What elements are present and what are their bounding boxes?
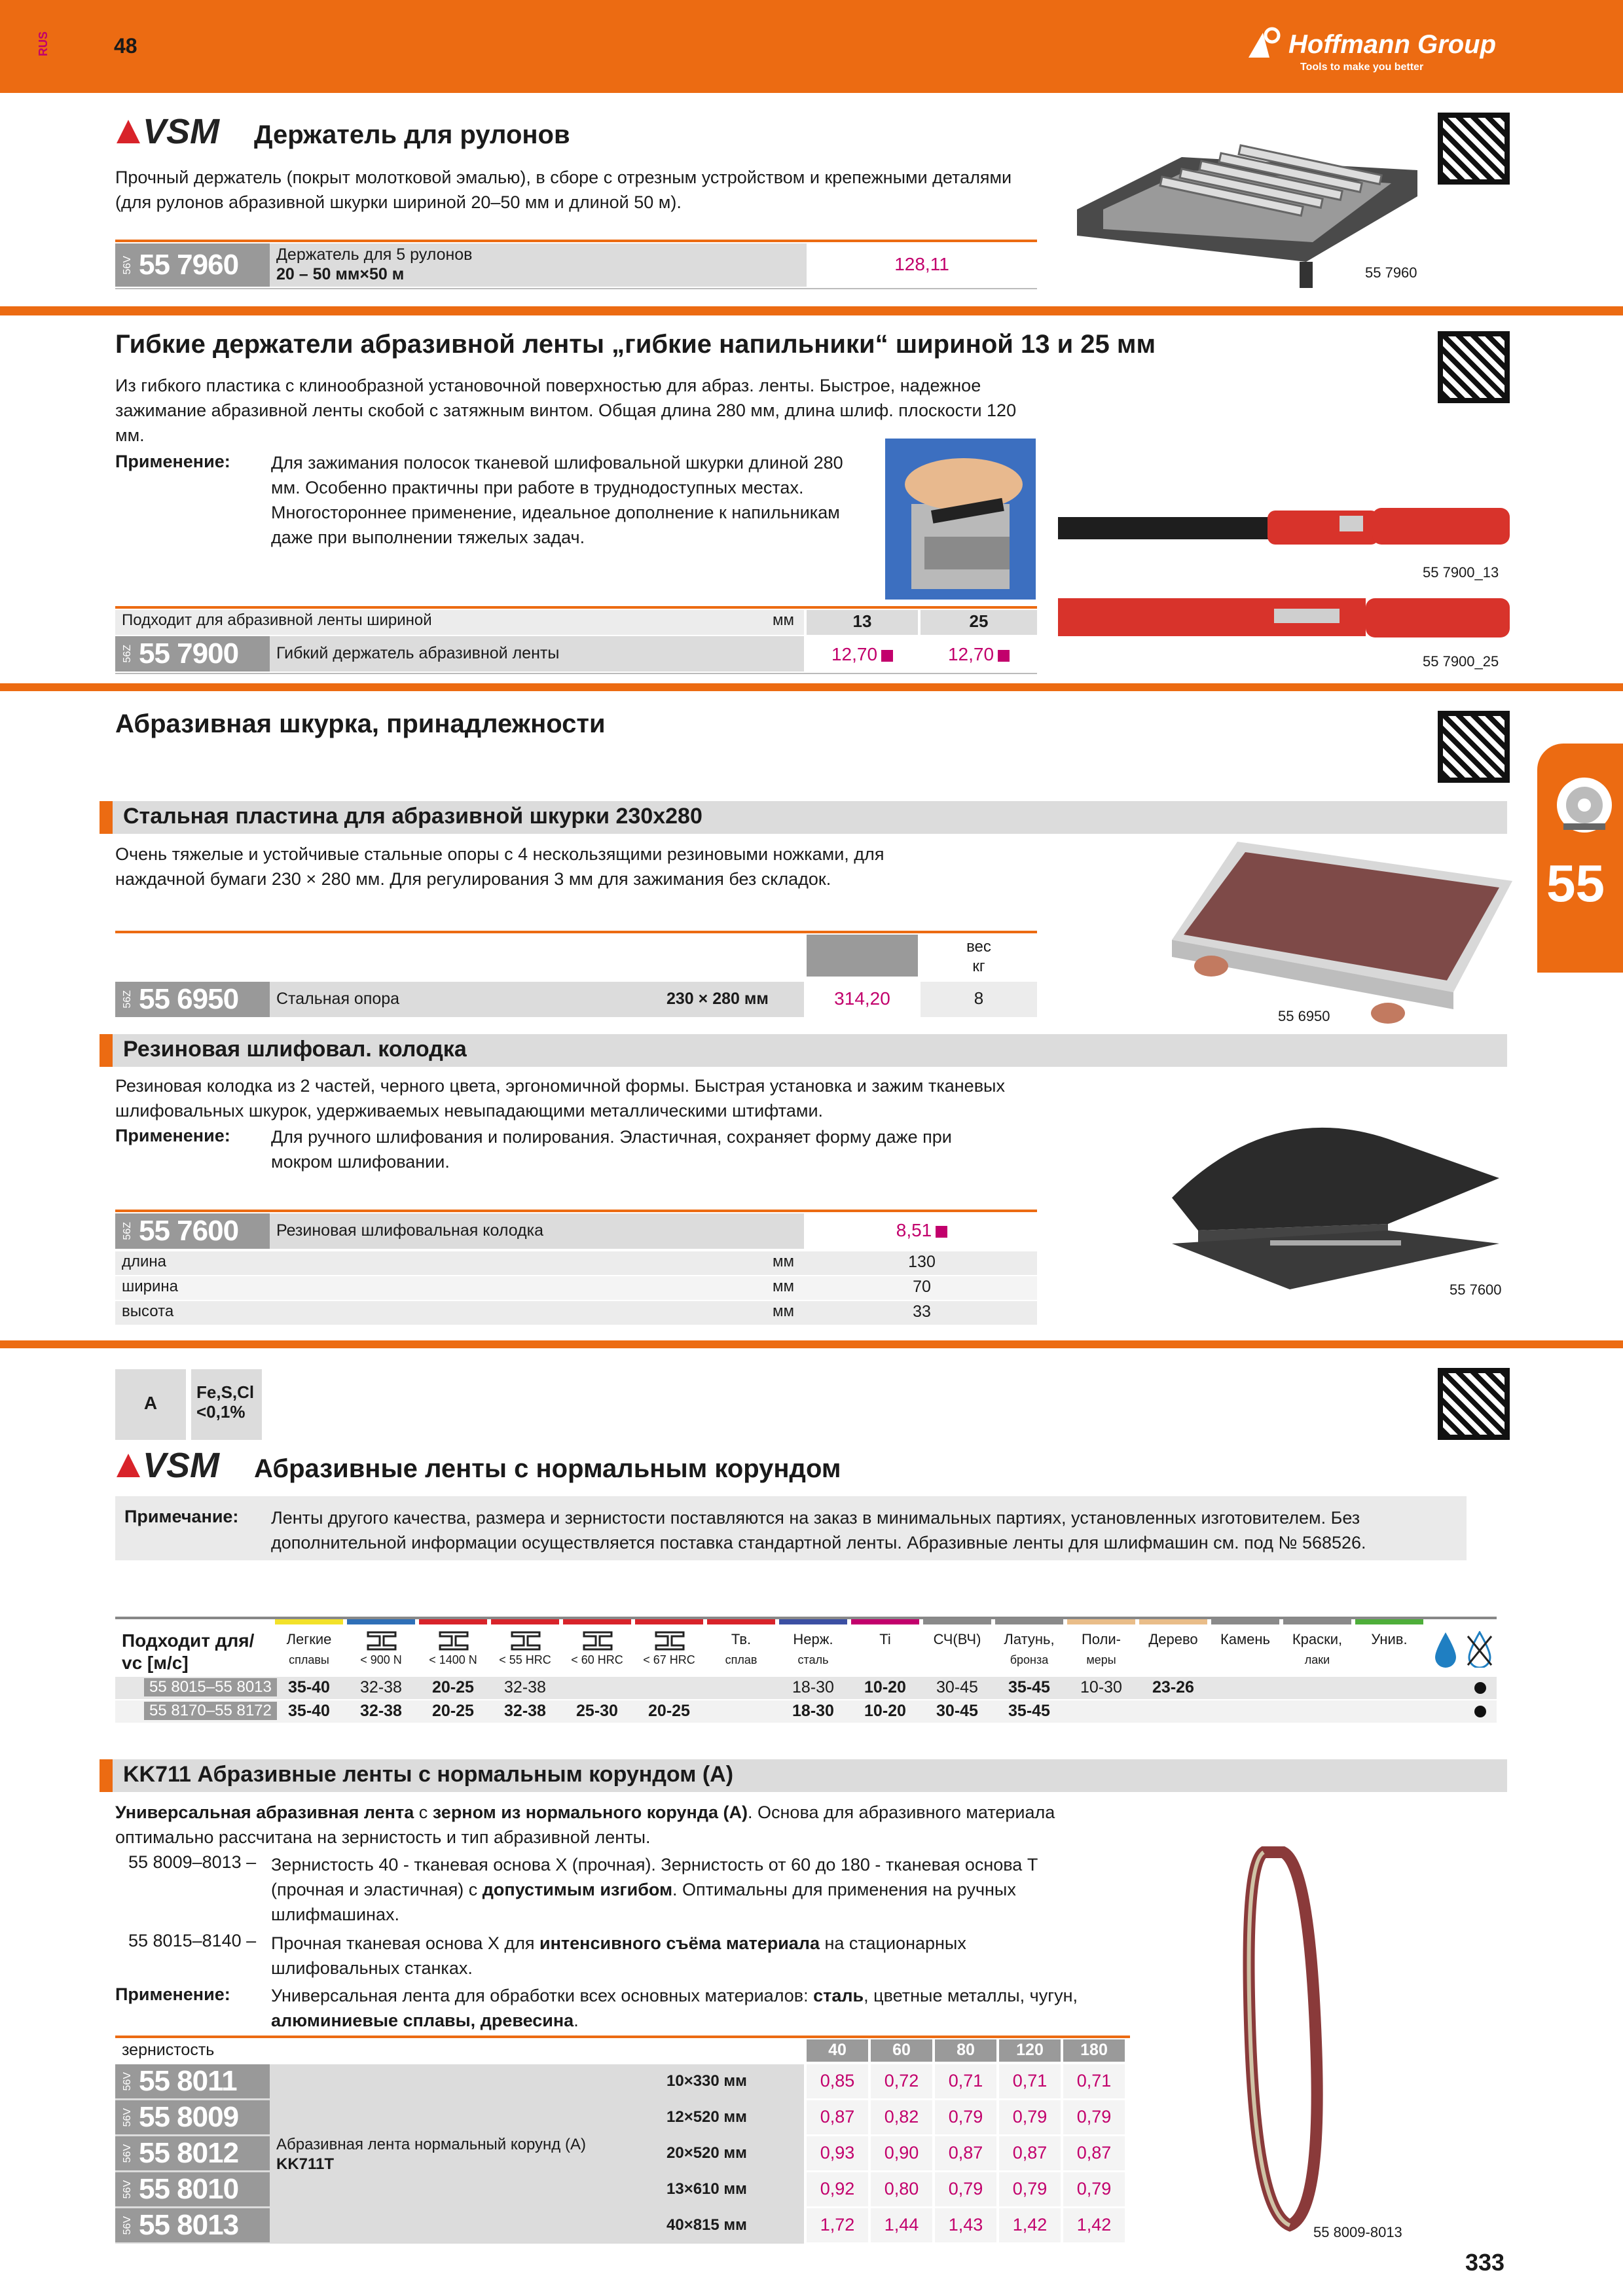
app-b: сталь xyxy=(813,1986,864,2005)
range-2-text xyxy=(271,1931,1076,1981)
range-1-text xyxy=(271,1852,1076,1927)
article-number[interactable]: 55 8012 xyxy=(139,2137,239,2169)
price: 0,93 xyxy=(820,2143,855,2162)
material-sub: сплавы xyxy=(289,1653,329,1666)
brand-tagline: Tools to make you better xyxy=(1300,62,1424,73)
wet-not-use-icon xyxy=(1465,1631,1494,1668)
grit-value: 80 xyxy=(957,2041,975,2059)
grit-label: зернистость xyxy=(122,2041,215,2059)
subsection-marker xyxy=(100,1759,113,1792)
article-number[interactable]: 55 7600 xyxy=(139,1215,239,1247)
range-1-c: . Оптимальны для применения на ручных шлифмашинах. xyxy=(271,1880,1016,1924)
dimension-unit: мм xyxy=(773,1278,794,1295)
image-caption: 55 7960 xyxy=(1365,264,1417,281)
price-13 xyxy=(807,644,918,665)
item-line-2: 20 – 50 мм×50 м xyxy=(276,265,405,283)
article-prefix: 56Z xyxy=(122,1222,133,1240)
weight-unit: кг xyxy=(972,958,985,975)
vsm-triangle-icon xyxy=(115,1452,141,1479)
qr-code-icon[interactable] xyxy=(1438,113,1510,185)
article-number[interactable]: 55 6950 xyxy=(139,983,239,1015)
article-prefix: 56V xyxy=(122,2072,133,2091)
steel-beam-icon xyxy=(367,1631,397,1651)
material-sub: бронза xyxy=(1010,1653,1049,1666)
speed-value: 30-45 xyxy=(936,1702,978,1720)
material-sub: меры xyxy=(1086,1653,1116,1666)
grit-value: 60 xyxy=(892,2041,911,2059)
image-caption: 55 6950 xyxy=(1278,1008,1330,1024)
weight-head xyxy=(921,937,1037,977)
range-2-label: 55 8015–8140 – xyxy=(128,1931,257,1950)
item-line-2: KK711T xyxy=(276,2155,335,2173)
table-top-line xyxy=(115,240,1037,242)
material-sub: < 67 HRC xyxy=(643,1653,695,1666)
chapter-tab-number: 55 xyxy=(1546,854,1605,912)
flexible-holder-13-image xyxy=(1058,504,1510,556)
price: 1,44 xyxy=(884,2215,919,2234)
material-table-head-1: Подходит для/ xyxy=(122,1630,255,1651)
image-caption: 55 7600 xyxy=(1450,1282,1502,1298)
net-price-icon xyxy=(936,1226,947,1238)
qr-code-icon[interactable] xyxy=(1438,331,1510,403)
flexible-holder-25-image xyxy=(1058,594,1510,647)
lang-code: RUS xyxy=(37,31,50,57)
section-description: Из гибкого пластика с клинообразной установочной поверхностью для абраз. ленты. Быстрое, надежное зажимание абразивной ленты скобой с затяжным винтом. Общая длина 280 мм, длина шлиф. плоскости 120 мм. xyxy=(115,376,1017,445)
wet-use-dot-icon xyxy=(1474,1706,1486,1717)
belt-size: 12×520 мм xyxy=(666,2108,747,2126)
material-name: Латунь, xyxy=(1004,1631,1055,1647)
material-sub: лаки xyxy=(1304,1653,1330,1666)
price-head-cell xyxy=(807,935,918,977)
price: 0,92 xyxy=(820,2179,855,2198)
section-title: Абразивные ленты с нормальным корундом xyxy=(254,1454,841,1483)
price: 0,80 xyxy=(884,2179,919,2198)
price: 0,71 xyxy=(1012,2071,1048,2090)
dimension-unit: мм xyxy=(773,1302,794,1320)
brand-name: Hoffmann Group xyxy=(1288,30,1497,59)
speed-value: 18-30 xyxy=(792,1702,834,1720)
speed-value: 35-40 xyxy=(288,1678,330,1696)
material-sub: < 1400 N xyxy=(429,1653,477,1666)
item-name: Резиновая шлифовальная колодка xyxy=(276,1221,544,1240)
material-sub: сталь xyxy=(797,1653,829,1666)
steel-beam-icon xyxy=(655,1631,685,1651)
dimension-label: высота xyxy=(122,1302,174,1320)
article-prefix: 56V xyxy=(122,2108,133,2127)
qr-code-icon[interactable] xyxy=(1438,1368,1510,1440)
net-price-icon xyxy=(998,650,1010,662)
steel-beam-icon xyxy=(511,1631,541,1651)
app-a: Универсальная лента для обработки всех основных материалов: xyxy=(271,1986,814,2005)
material-color-bar xyxy=(851,1619,919,1624)
intro-rest: . Основа для абразивного материала оптимально рассчитана на зернистость и тип абразивной ленты. xyxy=(115,1803,1055,1847)
note-text: Ленты другого качества, размера и зернистости поставляются на заказ в минимальных партиях, установленных изготовителем. Без дополнительной информации осуществляется поставка стандартной ленты. Абразивные ленты для шлифмашин см. под № 568526. xyxy=(271,1508,1366,1552)
article-prefix: 56V xyxy=(122,255,133,275)
speed-value: 32-38 xyxy=(360,1702,402,1720)
material-color-bar xyxy=(707,1619,775,1624)
table-top-line xyxy=(115,931,1037,933)
price: 0,79 xyxy=(948,2107,983,2126)
price: 0,79 xyxy=(1076,2107,1112,2126)
material-color-bar xyxy=(1211,1619,1279,1624)
speed-value: 30-45 xyxy=(936,1678,978,1696)
article-prefix: 56V xyxy=(122,2144,133,2163)
speed-value: 32-38 xyxy=(360,1678,402,1696)
speed-value: 23-26 xyxy=(1152,1678,1194,1696)
app-e: . xyxy=(574,2011,579,2030)
material-color-bar xyxy=(491,1619,559,1624)
section-title: Гибкие держатели абразивной ленты „гибкие напильники“ шириной 13 и 25 мм xyxy=(115,330,1156,359)
article-number[interactable]: 55 7900 xyxy=(139,637,239,670)
range-1-a: Зернистость 40 - тканевая основа X (прочная). Зернистость от 60 до 180 - тканевая основа T (прочная и эластичная) с xyxy=(271,1855,1038,1899)
speed-value: 10-30 xyxy=(1080,1678,1122,1696)
wet-use-dot-icon xyxy=(1474,1682,1486,1694)
price xyxy=(807,1220,1037,1241)
width-25: 25 xyxy=(969,611,989,631)
table-top-line xyxy=(115,1210,1037,1212)
article-number[interactable]: 55 7960 xyxy=(139,249,239,281)
vsm-logo xyxy=(115,112,220,151)
table-bottom-line xyxy=(115,288,1037,289)
material-sub: < 900 N xyxy=(360,1653,402,1666)
price: 128,11 xyxy=(894,254,949,274)
page-number: 333 xyxy=(1465,2249,1505,2276)
steel-beam-icon xyxy=(439,1631,469,1651)
vsm-logo-text: VSM xyxy=(143,112,220,151)
weight-label: вес xyxy=(966,938,991,956)
price: 0,72 xyxy=(884,2071,919,2090)
subsection-title: KK711 Абразивные ленты с нормальным корундом (A) xyxy=(123,1762,734,1787)
item-name xyxy=(276,245,472,284)
item-name xyxy=(276,2135,586,2174)
price: 0,82 xyxy=(884,2107,919,2126)
image-caption-25: 55 7900_25 xyxy=(1423,653,1499,670)
range-2-a: Прочная тканевая основа X для xyxy=(271,1933,539,1953)
material-color-bar xyxy=(1355,1619,1423,1624)
grit-value: 120 xyxy=(1016,2041,1044,2059)
item-size: 230 × 280 мм xyxy=(666,990,769,1008)
size-row-label: Подходит для абразивной ленты шириной xyxy=(122,611,432,629)
chemistry-line-1: Fe,S,Cl xyxy=(196,1382,255,1402)
steel-plate-image xyxy=(1172,842,1512,1031)
table-top-line xyxy=(115,606,1037,609)
subsection-title: Стальная пластина для абразивной шкурки 230x280 xyxy=(123,804,702,829)
belt-size: 10×330 мм xyxy=(666,2072,747,2090)
material-table-header xyxy=(122,1630,254,1674)
item-name: Гибкий держатель абразивной ленты xyxy=(276,644,560,662)
speed-value: 20-25 xyxy=(432,1702,474,1720)
dimension-label: длина xyxy=(122,1253,167,1270)
hand-usage-image xyxy=(885,439,1036,600)
article-box xyxy=(115,2136,270,2170)
table-top-rule xyxy=(115,2036,1130,2038)
article-prefix: 56Z xyxy=(122,990,133,1009)
vsm-logo xyxy=(115,1446,220,1485)
price: 0,87 xyxy=(820,2107,855,2126)
speed-value: 20-25 xyxy=(648,1702,690,1720)
section-title: Держатель для рулонов xyxy=(254,120,570,149)
dry-use-icon xyxy=(1432,1631,1459,1668)
qr-code-icon[interactable] xyxy=(1438,711,1510,783)
article-prefix: 56Z xyxy=(122,645,133,663)
material-color-bar xyxy=(1283,1619,1351,1624)
steel-beam-icon xyxy=(583,1631,613,1651)
range-2-c: на стационарных шлифовальных станках. xyxy=(271,1933,966,1978)
material-sub: < 55 HRC xyxy=(499,1653,551,1666)
material-name: СЧ(ВЧ) xyxy=(933,1631,981,1647)
grit-value: 40 xyxy=(828,2041,847,2059)
belt-size: 40×815 мм xyxy=(666,2216,747,2234)
application-text: Для зажимания полосок тканевой шлифовальной шкурки длиной 280 мм. Особенно практичны при работе в труднодоступных местах. Многостороннее применение, идеальное дополнение к напильникам даже при выполнении тяжелых задач. xyxy=(271,453,843,547)
price: 0,90 xyxy=(884,2143,919,2162)
belt-size: 20×520 мм xyxy=(666,2144,747,2162)
image-caption: 55 8009-8013 xyxy=(1313,2224,1402,2240)
speed-value: 18-30 xyxy=(792,1678,834,1696)
dimension-value: 70 xyxy=(913,1278,931,1296)
article-box xyxy=(115,2208,270,2242)
intro-bold-2: зерном из нормального корунда (A) xyxy=(432,1803,748,1822)
application-label: Применение: xyxy=(115,1984,230,2004)
abrasive-belt-image xyxy=(1237,1846,1336,2232)
price-13-value: 12,70 xyxy=(831,644,878,664)
chemistry-line-2: <0,1% xyxy=(196,1402,246,1422)
material-color-bar xyxy=(275,1619,343,1624)
article-box xyxy=(115,243,270,287)
application-label: Применение: xyxy=(115,452,230,471)
material-name: Ti xyxy=(879,1631,891,1647)
material-sub: сплав xyxy=(725,1653,757,1666)
rubber-block-image xyxy=(1172,1113,1512,1289)
speed-value: 35-40 xyxy=(288,1702,330,1720)
range-2-b: интенсивного съёма материала xyxy=(539,1933,820,1953)
dimension-value: 33 xyxy=(913,1302,931,1321)
price: 0,79 xyxy=(948,2179,983,2198)
material-name: Поли- xyxy=(1081,1631,1122,1647)
material-color-bar xyxy=(419,1619,487,1624)
speed-value: 10-20 xyxy=(864,1678,906,1696)
table-bottom-line xyxy=(115,673,1037,674)
material-color-bar xyxy=(1139,1619,1207,1624)
price: 0,79 xyxy=(1012,2107,1048,2126)
section-divider xyxy=(0,1340,1623,1348)
speed-value: 10-20 xyxy=(864,1702,906,1720)
width-13: 13 xyxy=(852,611,872,631)
note-label: Примечание: xyxy=(124,1507,239,1526)
section-divider xyxy=(0,683,1623,691)
material-name: Тв. xyxy=(731,1631,752,1647)
chemistry-badge-text xyxy=(196,1382,254,1422)
article-box xyxy=(115,1213,270,1249)
article-number[interactable]: 55 8013 xyxy=(139,2209,239,2241)
price: 1,72 xyxy=(820,2215,855,2234)
dimension-unit: мм xyxy=(773,1253,794,1270)
material-color-bar xyxy=(563,1619,631,1624)
image-caption-13: 55 7900_13 xyxy=(1423,564,1499,581)
item-line-1: Держатель для 5 рулонов xyxy=(276,245,473,264)
application-label: Применение: xyxy=(115,1126,230,1145)
grit-value: 180 xyxy=(1080,2041,1108,2059)
price: 0,71 xyxy=(1076,2071,1112,2090)
speed-value: 35-45 xyxy=(1008,1678,1050,1696)
speed-value: 32-38 xyxy=(504,1678,546,1696)
size-row-unit: мм xyxy=(773,611,794,629)
price: 0,85 xyxy=(820,2071,855,2090)
material-color-bar xyxy=(995,1619,1063,1624)
page-number-top: 48 xyxy=(114,34,137,58)
article-prefix: 56V xyxy=(122,2179,133,2199)
article-range: 55 8170–55 8172 xyxy=(144,1702,277,1720)
speed-value: 32-38 xyxy=(504,1702,546,1720)
section-divider xyxy=(0,306,1623,315)
material-name: Легкие xyxy=(286,1631,332,1647)
article-box xyxy=(115,2172,270,2206)
article-number[interactable]: 55 8009 xyxy=(139,2101,239,2133)
grain-badge-label: A xyxy=(143,1393,158,1413)
article-box xyxy=(115,2064,270,2098)
material-color-bar xyxy=(1067,1619,1135,1624)
price: 1,42 xyxy=(1076,2215,1112,2234)
material-table-head-2: vc [м/с] xyxy=(122,1653,189,1673)
material-name: Унив. xyxy=(1371,1631,1408,1647)
item-line-1: Абразивная лента нормальный корунд (A) xyxy=(276,2136,586,2153)
subsection-description: Очень тяжелые и устойчивые стальные опоры с 4 нескользящими резиновыми ножками, для наждачной бумаги 230 × 280 мм. Для регулирования 3 мм для зажимания без складок. xyxy=(115,844,884,889)
weight-value: 8 xyxy=(974,988,984,1008)
price-25-value: 12,70 xyxy=(947,644,994,664)
net-price-icon xyxy=(881,650,893,662)
subsection-marker xyxy=(100,1034,113,1067)
price: 314,20 xyxy=(834,988,890,1009)
price: 0,79 xyxy=(1076,2179,1112,2198)
vsm-triangle-icon xyxy=(115,118,141,145)
intro-bold-1: Универсальная абразивная лента xyxy=(115,1803,414,1822)
material-name: Дерево xyxy=(1148,1631,1198,1647)
article-number[interactable]: 55 8011 xyxy=(139,2065,237,2097)
brand-logo-icon xyxy=(1247,26,1286,60)
article-box xyxy=(115,636,270,672)
article-range: 55 8015–55 8013 xyxy=(144,1678,277,1696)
price: 1,43 xyxy=(948,2215,983,2234)
material-color-bar xyxy=(347,1619,415,1624)
price-value: 8,51 xyxy=(896,1220,932,1240)
range-1-label: 55 8009–8013 – xyxy=(128,1852,257,1872)
item-name: Стальная опора xyxy=(276,990,400,1008)
speed-value: 25-30 xyxy=(576,1702,618,1720)
range-1-b: допустимым изгибом xyxy=(482,1880,673,1899)
article-box xyxy=(115,982,270,1017)
price: 0,79 xyxy=(1012,2179,1048,2198)
speed-value: 20-25 xyxy=(432,1678,474,1696)
material-name: Камень xyxy=(1220,1631,1271,1647)
speed-value: 35-45 xyxy=(1008,1702,1050,1720)
intro-text xyxy=(115,1800,1137,1850)
material-sub: < 60 HRC xyxy=(571,1653,623,1666)
intro-mid: с xyxy=(414,1803,433,1822)
section-description: Прочный держатель (покрыт молотковой эмалью), в сборе с отрезным устройством и крепежными деталями (для рулонов абразивной шкурки шириной 20–50 мм и длиной 50 м). xyxy=(115,168,1012,212)
application-text xyxy=(271,1983,1142,2033)
price: 0,87 xyxy=(1012,2143,1048,2162)
material-color-bar xyxy=(635,1619,703,1624)
material-name: Краски, xyxy=(1292,1631,1343,1647)
dimension-value: 130 xyxy=(908,1253,936,1271)
chapter-tab-icon xyxy=(1557,778,1612,833)
belt-size: 13×610 мм xyxy=(666,2180,747,2198)
article-prefix: 56V xyxy=(122,2215,133,2235)
dimension-label: ширина xyxy=(122,1278,179,1295)
price-25 xyxy=(921,644,1037,665)
application-text: Для ручного шлифования и полирования. Эластичная, сохраняет форму даже при мокром шлифовании. xyxy=(271,1127,952,1172)
price: 0,87 xyxy=(948,2143,983,2162)
price: 0,87 xyxy=(1076,2143,1112,2162)
vsm-logo-text: VSM xyxy=(143,1446,220,1485)
material-name: Нерж. xyxy=(793,1631,833,1647)
price: 0,71 xyxy=(948,2071,983,2090)
app-c: , цветные металлы, чугун, xyxy=(864,1986,1078,2005)
section-title: Абразивная шкурка, принадлежности xyxy=(115,709,606,738)
subsection-marker xyxy=(100,801,113,834)
subsection-description: Резиновая колодка из 2 частей, черного цвета, эргономичной формы. Быстрая установка и зажим тканевых шлифовальных шкурок, удерживаемых невыпадающими металлическими штифтами. xyxy=(115,1076,1005,1121)
material-color-bar xyxy=(779,1619,847,1624)
article-box xyxy=(115,2100,270,2134)
material-color-bar xyxy=(923,1619,991,1624)
app-d: алюминиевые сплавы, древесина xyxy=(271,2011,574,2030)
article-number[interactable]: 55 8010 xyxy=(139,2173,239,2205)
subsection-title: Резиновая шлифовал. колодка xyxy=(123,1037,467,1062)
price: 1,42 xyxy=(1012,2215,1048,2234)
